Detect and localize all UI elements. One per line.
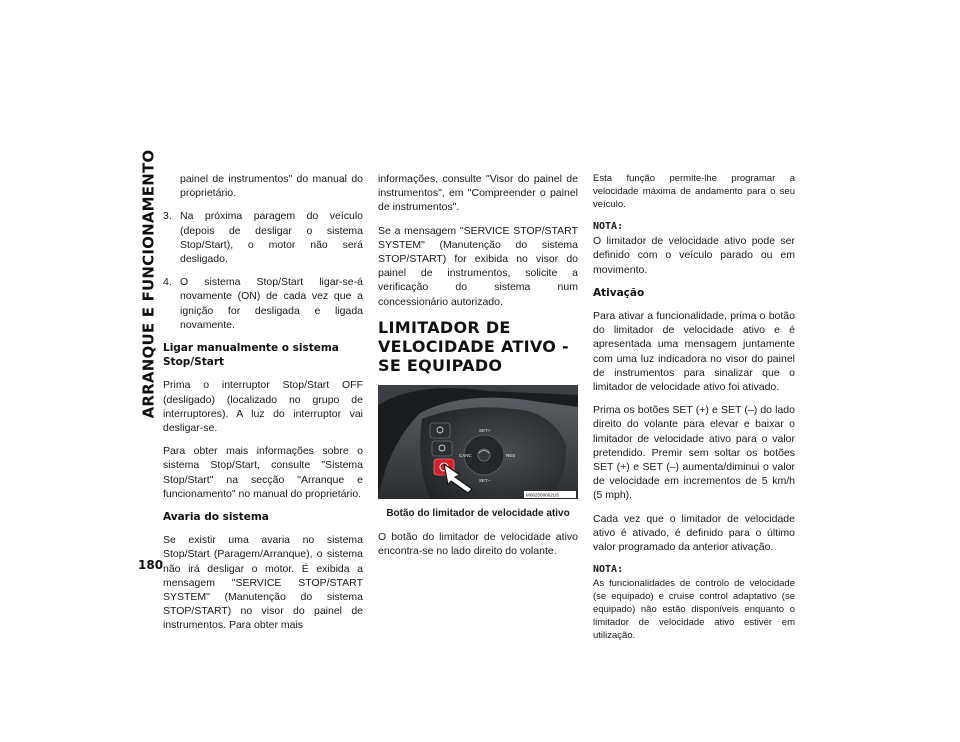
paragraph: Prima o interruptor Stop/Start OFF (desligado) (localizado no grupo de interruptores). A luz do interruptor vai desligar-se. xyxy=(163,379,363,435)
set-minus-label: SET– xyxy=(479,477,491,483)
column-left xyxy=(163,172,363,642)
list-item: 4. O sistema Stop/Start ligar-se-á novamente (ON) de cada vez que a ignição for desligada e ligada novamente. xyxy=(163,276,363,331)
note-text: O limitador de velocidade ativo pode ser definido com o veículo parado ou em movimento. xyxy=(593,235,795,276)
paragraph: Para ativar a funcionalidade, prima o botão do limitador de velocidade ativo e é apresentada uma mensagem juntamente com uma luz indicadora no visor do painel de instrumentos para sinalizar que o limitador de velocidade ativo foi ativado. xyxy=(593,310,795,394)
canc-label: CANC xyxy=(459,452,472,458)
note-label: NOTA: xyxy=(593,564,624,576)
list-item: 3. Na próxima paragem do veículo (depois de desligar o sistema Stop/Start), o motor não será desligado. xyxy=(163,210,363,266)
paragraph: Para obter mais informações sobre o sistema Stop/Start, consulte "Sistema Stop/Start" na secção "Arranque e funcionamento" no manual do proprietário. xyxy=(163,445,363,500)
paragraph: Prima os botões SET (+) e SET (–) do lado direito do volante para elevar e baixar o limitador de velocidade ativo para o valor pretendido. Premir sem soltar os botões SET (+) e SET (–) aumenta/diminui o valor de velocidade em incrementos de 5 km/h (5 mph). xyxy=(593,404,795,502)
column-right xyxy=(593,172,795,642)
paragraph: O botão do limitador de velocidade ativo encontra-se no lado direito do volante. xyxy=(378,531,578,558)
set-plus-label: SET+ xyxy=(479,427,491,433)
paragraph: Cada vez que o limitador de velocidade ativo é ativado, é definido para o último valor programado da anterior ativação. xyxy=(593,512,795,554)
figure-caption: Botão do limitador de velocidade ativo xyxy=(386,507,570,519)
res-label: RES xyxy=(506,452,516,458)
note-block xyxy=(593,220,795,277)
figure-code: M062500002US xyxy=(526,492,560,498)
steering-wheel-illustration xyxy=(378,385,578,499)
section-side-tab xyxy=(136,149,160,419)
control-button xyxy=(430,423,450,438)
section-heading: LIMITADOR DE VELOCIDADE ATIVO - SE EQUIPADO xyxy=(378,317,570,375)
heading-manual-on: Ligar manualmente o sistema Stop/Start xyxy=(163,342,339,369)
paragraph: Esta função permite-lhe programar a velocidade máxima de andamento para o seu veículo. xyxy=(593,173,795,210)
page-number: 180 xyxy=(138,558,164,572)
control-button xyxy=(432,441,452,456)
column-middle xyxy=(378,172,578,567)
paragraph: Se a mensagem "SERVICE STOP/START SYSTEM" (Manutenção do sistema STOP/START) for exibida no visor do painel de instrumentos, solicite a verificação do sistema num concessionário autorizado. xyxy=(378,224,578,308)
heading-system-failure: Avaria do sistema xyxy=(163,511,269,524)
note-block xyxy=(593,563,795,642)
section-title: ARRANQUE E FUNCIONAMENTO xyxy=(139,149,157,419)
continued-text: painel de instrumentos" do manual do proprietário. xyxy=(180,173,363,200)
note-label: NOTA: xyxy=(593,221,624,232)
paragraph: informações, consulte "Visor do painel de instrumentos", em "Compreender o painel de instrumentos". xyxy=(378,173,578,214)
steering-wheel-figure xyxy=(378,385,578,499)
paragraph: Se existir uma avaria no sistema Stop/Start (Paragem/Arranque), o sistema não irá desligar o motor. É exibida a mensagem "SERVICE STOP/START SYSTEM" (Manutenção do sistema STOP/START) no visor do painel de instrumentos. Para obter mais xyxy=(163,534,363,632)
note-text: As funcionalidades de controlo de velocidade (se equipado) e cruise control adaptativo (se equipado) não estão disponíveis enquanto o limitador de velocidade ativo estiver em utilização. xyxy=(593,578,795,642)
heading-activation: Ativação xyxy=(593,286,645,299)
